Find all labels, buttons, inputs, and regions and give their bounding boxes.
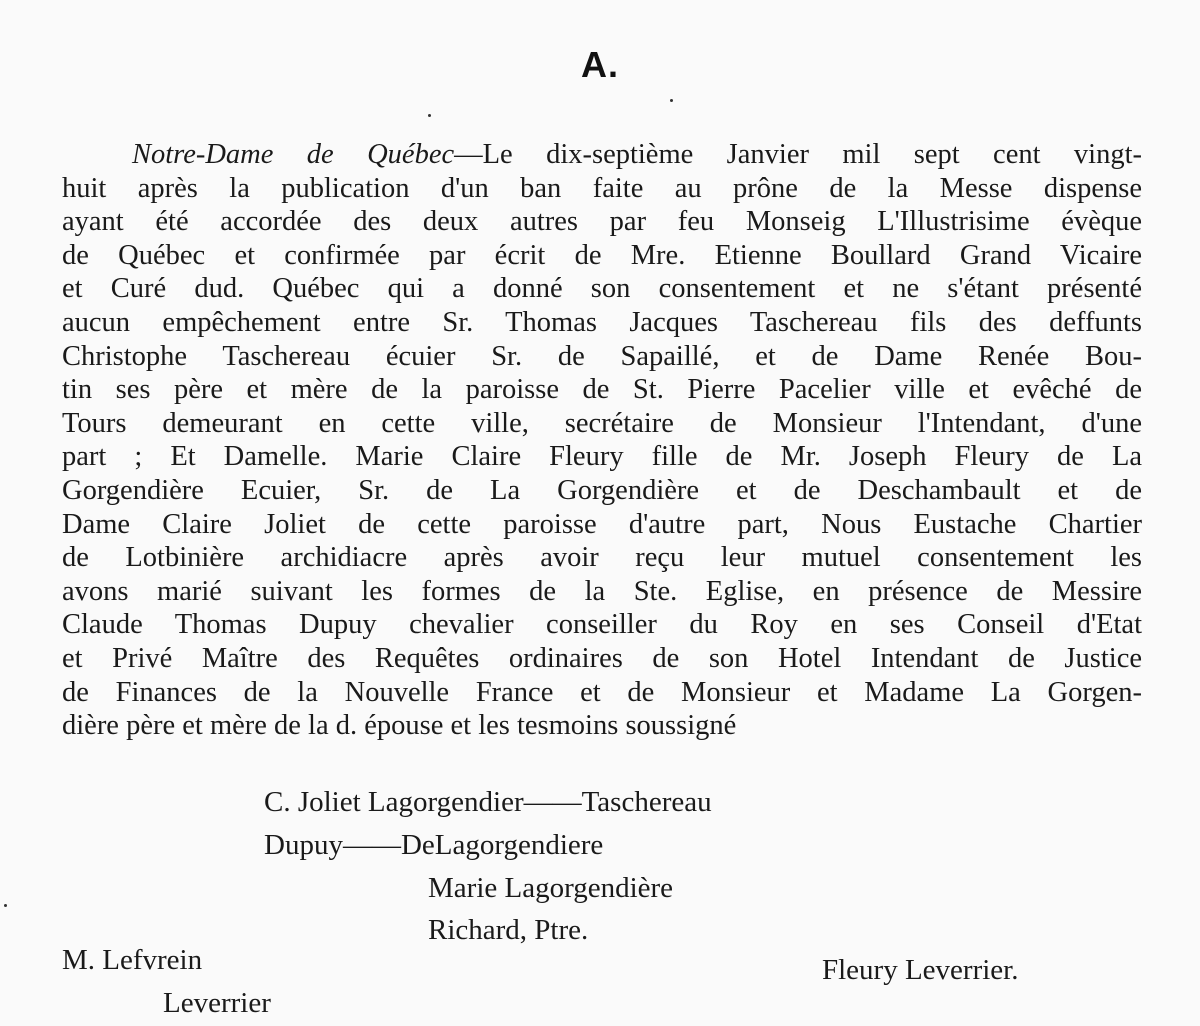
record-line: et Privé Maître des Requêtes ordinaires de son Hotel Intendant de Justice — [62, 642, 1142, 674]
print-speck — [670, 99, 673, 102]
signature-fleury-leverrier: Fleury Leverrier. — [822, 954, 1019, 986]
signature-marie-lagorgendiere: Marie Lagorgendière — [428, 872, 674, 904]
signature-richard-ptre: Richard, Ptre. — [428, 914, 589, 946]
record-line: ayant été accordée des deux autres par feu Monseig L'Illustrisime évèque — [62, 206, 1142, 238]
record-line: Gorgendière Ecuier, Sr. de La Gorgendière et de Deschambault et de — [62, 474, 1142, 506]
record-line: de Québec et confirmée par écrit de Mre. Etienne Boullard Grand Vicaire — [62, 239, 1142, 271]
print-speck — [428, 114, 431, 117]
record-line: dière père et mère de la d. épouse et les tesmoins soussigné — [62, 710, 737, 742]
record-line: Tours demeurant en cette ville, secrétaire de Monsieur l'Intendant, d'une — [62, 407, 1142, 439]
marriage-record — [62, 138, 1142, 743]
record-line: tin ses père et mère de la paroisse de St. Pierre Pacelier ville et evêché de — [62, 374, 1142, 406]
record-line-text: —Le dix-septième Janvier mil sept cent vingt- — [454, 139, 1142, 170]
page-heading: A. — [581, 44, 619, 85]
record-line — [62, 138, 1142, 172]
record-line: aucun empêchement entre Sr. Thomas Jacques Taschereau fils des deffunts — [62, 306, 1142, 338]
record-line: part ; Et Damelle. Marie Claire Fleury fille de Mr. Joseph Fleury de La — [62, 441, 1142, 473]
signature-dupuy-delagorgendiere: Dupuy——DeLagorgendiere — [264, 829, 604, 861]
record-line: de Finances de la Nouvelle France et de Monsieur et Madame La Gorgen- — [62, 676, 1142, 708]
signature-lefvrein: M. Lefvrein — [62, 944, 203, 976]
record-line: huit après la publication d'un ban faite au prône de la Messe dispense — [62, 172, 1142, 204]
record-line: de Lotbinière archidiacre après avoir reçu leur mutuel consentement les — [62, 542, 1142, 574]
print-speck — [4, 904, 7, 907]
record-line: Dame Claire Joliet de cette paroisse d'autre part, Nous Eustache Chartier — [62, 508, 1142, 540]
record-line: et Curé dud. Québec qui a donné son consentement et ne s'étant présenté — [62, 273, 1142, 305]
record-line: avons marié suivant les formes de la Ste. Eglise, en présence de Messire — [62, 575, 1142, 607]
record-line: Claude Thomas Dupuy chevalier conseiller du Roy en ses Conseil d'Etat — [62, 609, 1142, 641]
record-line: Christophe Taschereau écuier Sr. de Sapaillé, et de Dame Renée Bou- — [62, 340, 1142, 372]
signature-leverrier: Leverrier — [163, 987, 271, 1019]
signature-joliet-taschereau: C. Joliet Lagorgendier——Taschereau — [264, 786, 712, 818]
record-place: Notre-Dame de Québec — [132, 139, 455, 170]
